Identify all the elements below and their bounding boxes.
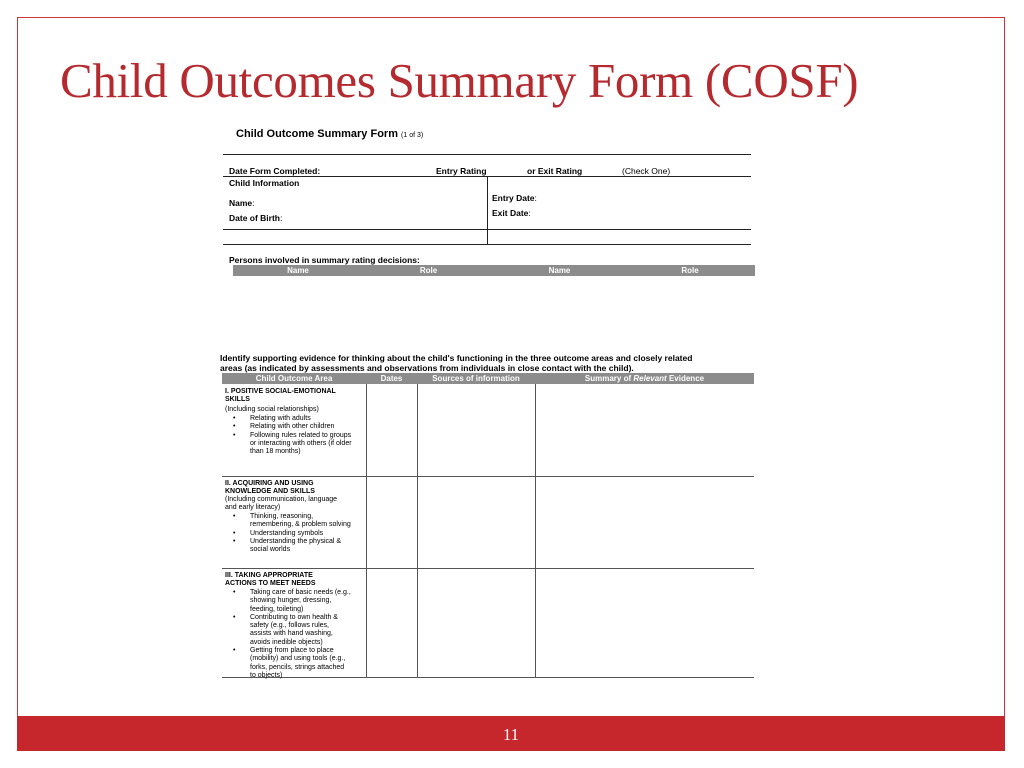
outcome-1-bullet: • Relating with adults xyxy=(224,415,366,423)
outcome-3-bullet: • Contributing to own health & xyxy=(224,614,366,622)
page-number: 11 xyxy=(502,725,520,744)
outcome-1-title-2: SKILLS xyxy=(225,396,250,403)
evidence-col-summary xyxy=(535,373,754,384)
dob-label: Date of Birth xyxy=(229,213,280,223)
outcome-2-desc-1: (Including communication, language xyxy=(225,496,338,503)
exit-date-label: Exit Date xyxy=(492,208,529,218)
outcome-3-bullet-cont: (mobility) and using tools (e.g., xyxy=(250,655,346,663)
outcome-1-title-1: I. POSITIVE SOCIAL-EMOTIONAL xyxy=(225,388,336,395)
child-info-label: Child Information xyxy=(229,178,300,188)
slide-title: Child Outcomes Summary Form (COSF) xyxy=(60,53,859,108)
date-completed-label: Date Form Completed: xyxy=(229,166,321,176)
name-label: Name xyxy=(229,198,253,208)
form-heading xyxy=(236,128,423,140)
outcome-3-bullet-cont: forks, pencils, strings attached xyxy=(250,663,345,671)
grid-v-3 xyxy=(535,384,536,678)
entry-date-label: Entry Date xyxy=(492,193,535,203)
evidence-col-dates: Dates xyxy=(380,374,403,383)
outcome-2-desc-2: and early literacy) xyxy=(225,504,281,511)
exit-rating-label: or Exit Rating xyxy=(527,166,583,176)
persons-col-role-2: Role xyxy=(681,266,699,275)
evidence-text-1: Identify supporting evidence for thinking about the child's functioning in the three outcome areas and closely related xyxy=(220,353,693,363)
outcome-3-bullet: • Getting from place to place xyxy=(224,647,366,655)
child-info-divider xyxy=(487,176,488,245)
outcome-1-bullet-cont: or interacting with others (if older xyxy=(250,439,352,447)
outcome-1-bullet: • Following rules related to groups xyxy=(224,432,366,440)
outcome-2-bullet: • Understanding the physical & xyxy=(224,538,366,546)
persons-label: Persons involved in summary rating decisions: xyxy=(229,255,420,265)
form-heading-note: (1 of 3) xyxy=(401,132,424,139)
outcome-3-bullet-cont: to objects) xyxy=(250,671,283,679)
dob-field-label: Date of Birth: xyxy=(229,213,283,223)
rule-top xyxy=(223,154,751,155)
grid-h-2 xyxy=(222,568,754,569)
outcome-1-bullet-cont: than 18 months) xyxy=(250,448,301,456)
outcome-2-bullet: • Understanding symbols xyxy=(224,530,366,538)
grid-v-1 xyxy=(366,384,367,678)
outcome-2-bullet: • Thinking, reasoning, xyxy=(224,513,366,521)
evidence-header-bar xyxy=(222,373,754,384)
outcome-3-bullet-cont: assists with hand washing, xyxy=(250,630,333,638)
exit-date-field-label: Exit Date: xyxy=(492,208,531,218)
outcome-1-desc: (Including social relationships) xyxy=(225,406,319,413)
outcome-2-bullet-cont: social worlds xyxy=(250,546,291,554)
persons-col-role-1: Role xyxy=(419,266,438,275)
entry-date-field-label: Entry Date: xyxy=(492,193,537,203)
summary-pre: Summary of xyxy=(584,374,634,383)
outcome-3-bullet-cont: feeding, toileting) xyxy=(250,605,304,613)
check-one-note: (Check One) xyxy=(622,166,671,176)
form-heading-text: Child Outcome Summary Form xyxy=(236,128,398,140)
outcome-2-bullets xyxy=(224,513,366,554)
rule-bottom xyxy=(223,244,751,245)
outcome-3-bullets xyxy=(224,589,366,680)
outcome-1-bullets xyxy=(224,415,366,456)
outcome-1-bullet: • Relating with other children xyxy=(224,423,366,431)
evidence-col-area: Child Outcome Area xyxy=(255,374,333,383)
outcome-3-title-2: ACTIONS TO MEET NEEDS xyxy=(225,580,316,587)
summary-post: Evidence xyxy=(666,374,705,383)
entry-rating-label: Entry Rating xyxy=(436,166,487,176)
outcome-3-bullet-cont: avoids inedible objects) xyxy=(250,638,323,646)
outcome-2-title-2: KNOWLEDGE AND SKILLS xyxy=(225,488,315,495)
evidence-text-2: areas (as indicated by assessments and observations from individuals in close contact with the child). xyxy=(220,363,634,373)
persons-col-name-1: Name xyxy=(287,266,309,275)
outcome-3-bullet-cont: safety (e.g., follows rules, xyxy=(250,622,329,630)
outcome-3-bullet: • Taking care of basic needs (e.g., xyxy=(224,589,366,597)
grid-h-1 xyxy=(222,476,754,477)
persons-header-bar xyxy=(233,265,755,276)
outcome-3-bullet-cont: showing hunger, dressing, xyxy=(250,597,332,605)
name-field-label: Name: xyxy=(229,198,255,208)
evidence-col-sources: Sources of information xyxy=(432,374,520,383)
summary-em: Relevant xyxy=(633,374,667,383)
outcome-3-title-1: III. TAKING APPROPRIATE xyxy=(225,572,313,579)
outcome-2-title-1: II. ACQUIRING AND USING xyxy=(225,480,314,487)
rule-mid xyxy=(223,229,751,230)
outcome-2-bullet-cont: remembering, & problem solving xyxy=(250,521,351,529)
persons-col-name-2: Name xyxy=(548,266,571,275)
slide-footer-bar xyxy=(17,716,1005,751)
grid-v-2 xyxy=(417,384,418,678)
